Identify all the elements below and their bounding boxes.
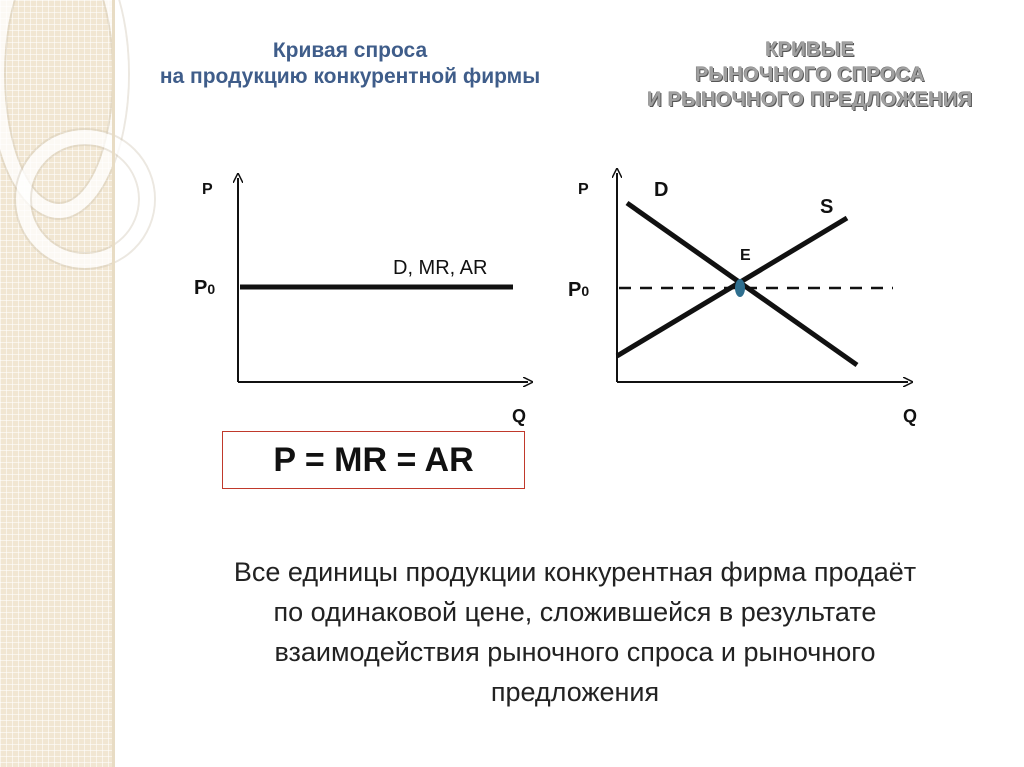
left-curve-label: D, MR, AR — [393, 257, 488, 279]
right-title-line: РЫНОЧНОГО СПРОСА — [695, 64, 925, 86]
right-price-subscript: 0 — [581, 283, 590, 299]
caption — [150, 552, 1000, 712]
equilibrium-point — [735, 279, 745, 297]
left-x-axis-label: Q — [512, 406, 527, 426]
right-graph — [568, 173, 917, 426]
supply-label: S — [820, 196, 834, 218]
left-graph — [194, 178, 528, 426]
left-price-label — [194, 277, 215, 299]
left-price-subscript: 0 — [207, 281, 216, 297]
caption-line: предложения — [490, 677, 660, 707]
right-title-line: И РЫНОЧНОГО ПРЕДЛОЖЕНИЯ — [647, 89, 973, 111]
caption-line: взаимодействия рыночного спроса и рыночного — [274, 637, 876, 667]
right-x-axis-label: Q — [903, 406, 918, 426]
right-y-axis-label: P — [578, 181, 589, 198]
formula-box — [222, 431, 525, 489]
equilibrium-label: E — [740, 247, 751, 264]
left-y-axis-label: P — [202, 181, 213, 198]
right-price-letter: P — [568, 279, 582, 301]
formula-text: P = MR = AR — [273, 440, 474, 479]
right-price-label — [568, 279, 589, 301]
left-title-line: Кривая спроса — [272, 39, 428, 62]
demand-label: D — [654, 179, 669, 201]
left-price-letter: P — [194, 277, 208, 299]
caption-line: Все единицы продукции конкурентная фирма продаёт — [233, 557, 917, 587]
left-title-line: на продукцию конкурентной фирмы — [159, 65, 541, 89]
caption-line: по одинаковой цене, сложившейся в результате — [273, 597, 877, 627]
right-title-line: КРИВЫЕ — [765, 39, 855, 61]
